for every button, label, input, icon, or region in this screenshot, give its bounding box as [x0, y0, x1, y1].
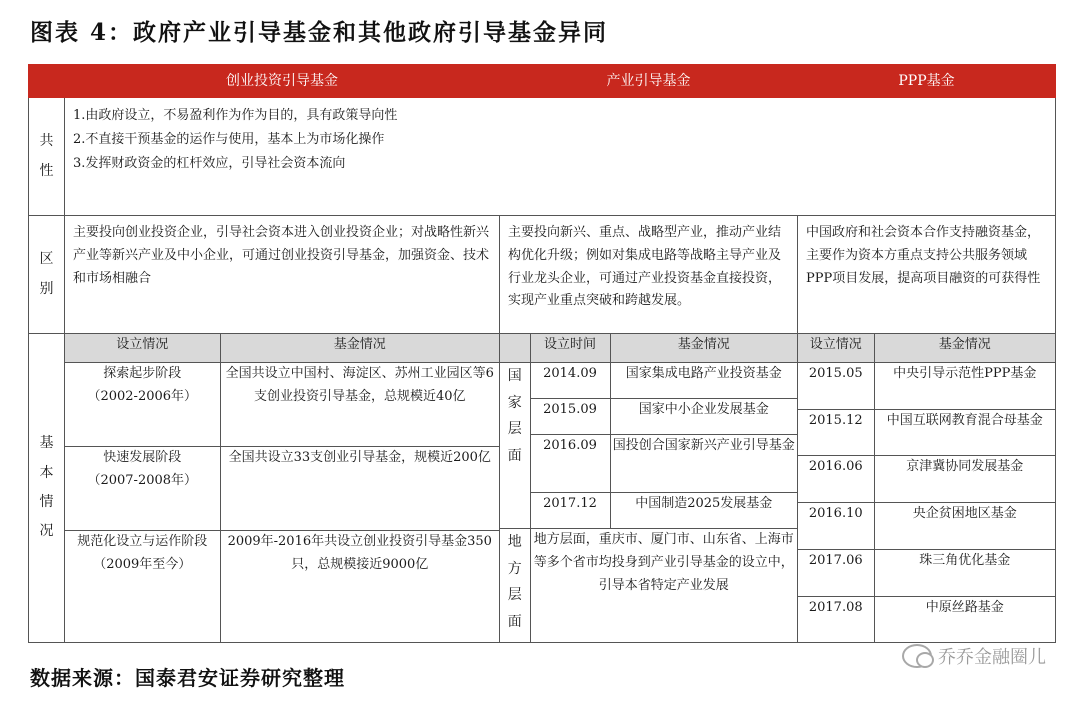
- ppp-date: 2016.10: [798, 503, 874, 550]
- table-row: [500, 529, 797, 643]
- header-vc-fund: 创业投资引导基金: [65, 65, 500, 98]
- difference-vc: 主要投向创业投资企业，引导社会资本进入创业投资企业；对战略性新兴产业等新兴产业及中小企业，可通过创业投资引导基金，加强资金、技术和市场相融合: [65, 216, 500, 334]
- ppp-subheader: [798, 334, 1055, 363]
- basic-vc-cell: [65, 334, 500, 643]
- vc-subtable: [65, 334, 499, 642]
- difference-ppp: 中国政府和社会资本合作支持融资基金，主要作为资本方重点支持公共服务领域PPP项目发展，提高项目融资的可获得性: [798, 216, 1056, 334]
- industry-subheader: [500, 334, 797, 363]
- header-ppp-fund: PPP基金: [798, 65, 1056, 98]
- industry-fund-name: 国投创合国家新兴产业引导基金: [610, 435, 797, 493]
- vc-stage-name: 探索起步阶段: [103, 366, 182, 381]
- table-row: [798, 549, 1055, 596]
- watermark-text: 乔乔金融圈儿: [938, 647, 1046, 668]
- table-row: [500, 363, 797, 399]
- national-level-text: 国 家 层 面: [507, 368, 522, 464]
- table-row: [500, 399, 797, 435]
- industry-subheader-blank: [500, 334, 530, 363]
- basic-label-text: 基 本 情 况: [39, 435, 54, 540]
- ppp-fund-name: 中原丝路基金: [874, 596, 1055, 642]
- difference-label: [29, 216, 65, 334]
- header-industry-fund: 产业引导基金: [500, 65, 798, 98]
- vc-subheader-setup: 设立情况: [65, 334, 220, 363]
- header-corner: [29, 65, 65, 98]
- basic-industry-cell: [500, 334, 798, 643]
- vc-stage: [65, 363, 220, 447]
- table-row: [798, 363, 1055, 410]
- common-label-text: 共 性: [39, 133, 54, 179]
- industry-subheader-date: 设立时间: [530, 334, 610, 363]
- ppp-fund-name: 中国互联网教育混合母基金: [874, 409, 1055, 456]
- ppp-date: 2015.12: [798, 409, 874, 456]
- ppp-date: 2017.08: [798, 596, 874, 642]
- ppp-fund-name: 京津冀协同发展基金: [874, 456, 1055, 503]
- ppp-fund-name: 中央引导示范性PPP基金: [874, 363, 1055, 410]
- common-item: 2.不直接干预基金的运作与使用，基本上为市场化操作: [73, 132, 385, 147]
- common-item: 1.由政府设立，不易盈利作为作为目的，具有政策导向性: [73, 108, 398, 123]
- national-level-label: [500, 363, 530, 529]
- table-row: [65, 531, 499, 643]
- table-row: [798, 456, 1055, 503]
- common-item: 3.发挥财政资金的杠杆效应，引导社会资本流向: [73, 156, 346, 171]
- difference-industry: 主要投向新兴、重点、战略型产业，推动产业结构优化升级；例如对集成电路等战略主导产业及行业龙头企业，可通过产业投资基金直接投资，实现产业重点突破和跨越发展。: [500, 216, 798, 334]
- vc-fund-info: 全国共设立中国村、海淀区、苏州工业园区等6支创业投资引导基金，总规模近40亿: [220, 363, 499, 447]
- figure-title: 图表 4：政府产业引导基金和其他政府引导基金异同: [30, 19, 609, 46]
- table-row: [798, 596, 1055, 642]
- ppp-subheader-fund: 基金情况: [874, 334, 1055, 363]
- vc-stage-name: 快速发展阶段: [103, 450, 182, 465]
- industry-subtable: [500, 334, 797, 642]
- basic-row: [29, 334, 1056, 643]
- vc-subheader-fund: 基金情况: [220, 334, 499, 363]
- local-level-text: 地 方 层 面: [507, 534, 522, 630]
- vc-stage: [65, 447, 220, 531]
- table-row: [500, 435, 797, 493]
- basic-ppp-cell: [798, 334, 1056, 643]
- industry-date: 2015.09: [530, 399, 610, 435]
- industry-fund-name: 中国制造2025发展基金: [610, 493, 797, 529]
- basic-label: [29, 334, 65, 643]
- industry-fund-name: 国家中小企业发展基金: [610, 399, 797, 435]
- comparison-table: [28, 64, 1056, 643]
- vc-stage-period: （2002-2006年）: [87, 388, 198, 404]
- table-row: [65, 447, 499, 531]
- industry-date: 2017.12: [530, 493, 610, 529]
- vc-fund-info: 2009年-2016年共设立创业投资引导基金350只，总规模接近9000亿: [220, 531, 499, 643]
- table-row: [798, 503, 1055, 550]
- difference-label-text: 区 别: [39, 251, 54, 297]
- watermark: [902, 643, 1046, 669]
- data-source: 数据来源：国泰君安证券研究整理: [30, 666, 345, 690]
- common-row: [29, 98, 1056, 216]
- wechat-icon: [902, 644, 932, 668]
- ppp-date: 2016.06: [798, 456, 874, 503]
- header-row: [29, 65, 1056, 98]
- vc-stage-name: 规范化设立与运作阶段: [77, 534, 208, 549]
- comparison-table-wrapper: [28, 64, 1055, 643]
- table-row: [65, 363, 499, 447]
- common-label: [29, 98, 65, 216]
- ppp-fund-name: 珠三角优化基金: [874, 549, 1055, 596]
- vc-stage: [65, 531, 220, 643]
- common-content: [65, 98, 1056, 216]
- ppp-fund-name: 央企贫困地区基金: [874, 503, 1055, 550]
- industry-date: 2016.09: [530, 435, 610, 493]
- vc-stage-period: （2007-2008年）: [87, 472, 198, 488]
- ppp-date: 2017.06: [798, 549, 874, 596]
- ppp-date: 2015.05: [798, 363, 874, 410]
- difference-row: [29, 216, 1056, 334]
- vc-fund-info: 全国共设立33支创业引导基金，规模近200亿: [220, 447, 499, 531]
- ppp-subheader-setup: 设立情况: [798, 334, 874, 363]
- local-level-label: [500, 529, 530, 643]
- table-row: [500, 493, 797, 529]
- industry-fund-name: 国家集成电路产业投资基金: [610, 363, 797, 399]
- table-row: [798, 409, 1055, 456]
- local-level-description: 地方层面，重庆市、厦门市、山东省、上海市等多个省市均投身到产业引导基金的设立中，引导本省特定产业发展: [530, 529, 797, 643]
- vc-stage-period: （2009年至今）: [93, 556, 192, 572]
- ppp-subtable: [798, 334, 1055, 642]
- industry-subheader-fund: 基金情况: [610, 334, 797, 363]
- vc-subheader: [65, 334, 499, 363]
- industry-date: 2014.09: [530, 363, 610, 399]
